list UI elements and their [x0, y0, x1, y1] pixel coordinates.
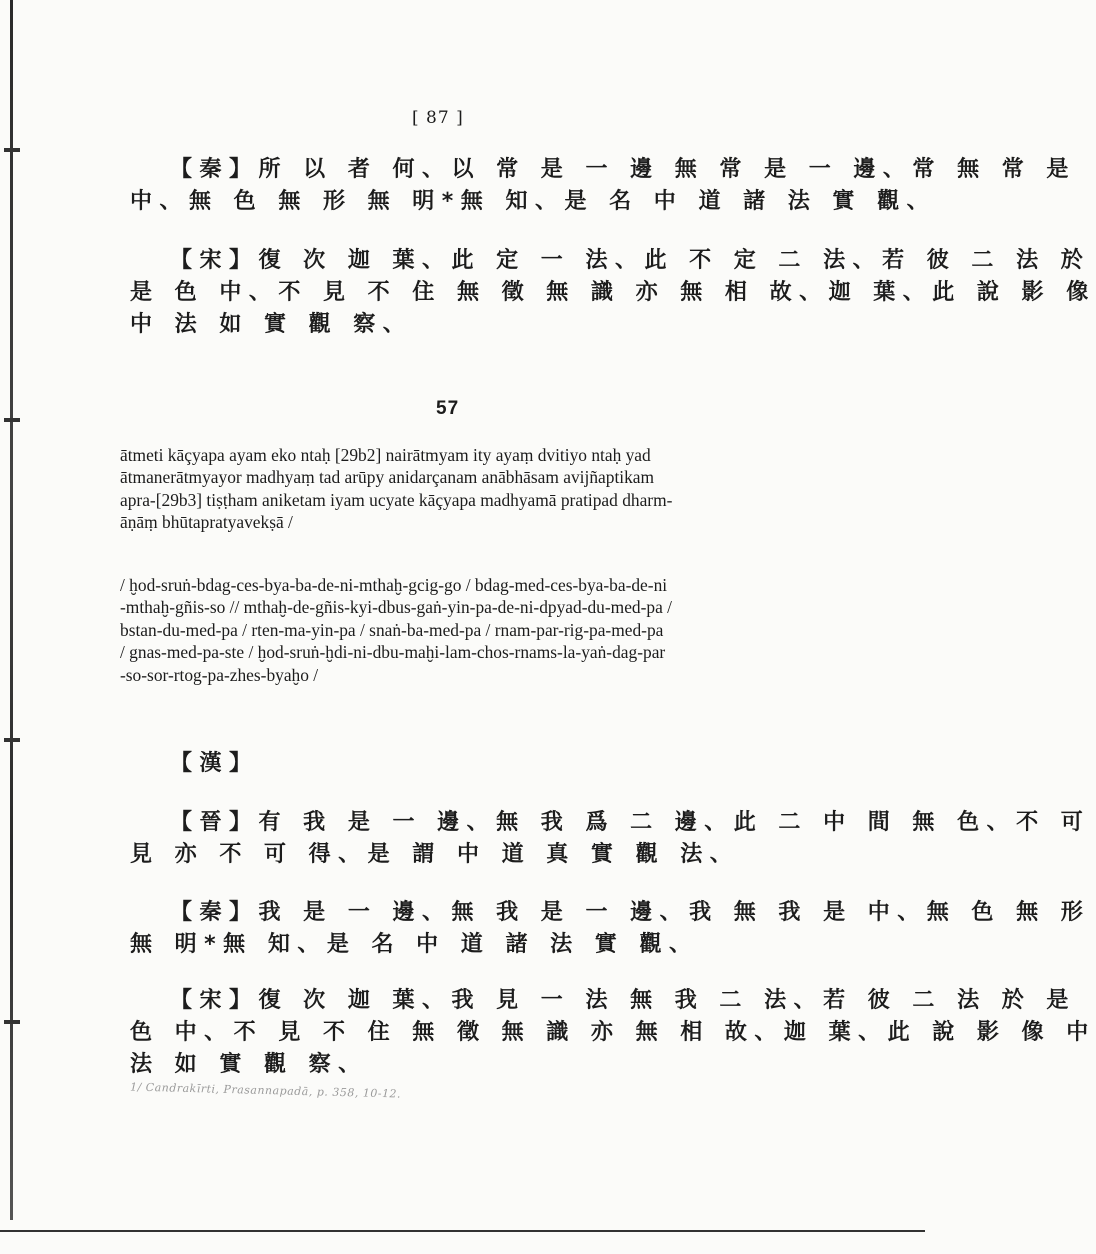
text-line: 中、無 色 無 形 無 明*無 知、是 名 中 道 諸 法 實 觀、: [130, 189, 937, 214]
scan-bottom-edge: [0, 1230, 925, 1232]
text-line: 【宋】復 次 迦 葉、此 定 一 法、此 不 定 二 法、若 彼 二 法 於: [170, 248, 1091, 273]
text-line: 中 法 如 實 觀 察、: [130, 312, 413, 337]
text-line: 法 如 實 觀 察、: [130, 1052, 368, 1077]
book-binding-edge: [10, 0, 13, 1220]
text-line: / gnas-med-pa-ste / ḫod-sruṅ-ḫdi-ni-dbu-maḫi-lam-chos-rnams-la-yaṅ-dag-par: [120, 642, 666, 663]
binding-mark: [4, 738, 20, 742]
han-label: 【漢】: [170, 751, 259, 776]
tibetan-paragraph: [120, 574, 785, 686]
text-line: -mthaḫ-gñis-so // mthaḫ-de-gñis-kyi-dbus-gaṅ-yin-pa-de-ni-dpyad-du-med-pa /: [120, 597, 672, 618]
text-line: 無 明*無 知、是 名 中 道 諸 法 實 觀、: [130, 932, 699, 957]
text-line: 【宋】復 次 迦 葉、我 見 一 法 無 我 二 法、若 彼 二 法 於 是: [170, 988, 1076, 1013]
text-line: 見 亦 不 可 得、是 謂 中 道 真 實 觀 法、: [130, 842, 740, 867]
text-line: 是 色 中、不 見 不 住 無 徵 無 識 亦 無 相 故、迦 葉、此 說 影 像: [130, 280, 1096, 305]
chinese-paragraph-jin: [130, 807, 1090, 871]
text-line: 【秦】我 是 一 邊、無 我 是 一 邊、我 無 我 是 中、無 色 無 形: [170, 900, 1091, 925]
binding-mark: [4, 1020, 20, 1024]
text-line: ātmeti kāçyapa ayam eko ntaḥ [29b2] nairātmyam ity ayaṃ dvitiyo ntaḥ yad: [120, 445, 651, 465]
text-line: 色 中、不 見 不 住 無 徵 無 識 亦 無 相 故、迦 葉、此 說 影 像 中: [130, 1020, 1096, 1045]
chinese-paragraph-song-2: [130, 985, 1096, 1081]
text-line: āṇāṃ bhūtapratyavekṣā /: [120, 512, 293, 533]
text-line: / ḫod-sruṅ-bdag-ces-bya-ba-de-ni-mthaḫ-gcig-go / bdag-med-ces-bya-ba-de-ni: [120, 575, 668, 595]
handwritten-footnote: 1/ Candrakīrti, Prasannapadā, p. 358, 10-12.: [129, 1080, 402, 1101]
text-line: 【晉】有 我 是 一 邊、無 我 爲 二 邊、此 二 中 間 無 色、不 可: [170, 810, 1091, 835]
section-number: 57: [436, 398, 460, 419]
text-line: ātmanerātmyayor madhyaṃ tad arūpy anidarçanam anābhāsam avijñaptikam: [120, 467, 655, 488]
text-line: apra-[29b3] tiṣṭham aniketam iyam ucyate kāçyapa madhyamā pratipad dharm-: [120, 489, 673, 510]
chinese-paragraph-qin: [130, 154, 1076, 218]
chinese-paragraph-song: [130, 245, 1096, 341]
page-number: [ 87 ]: [412, 108, 464, 128]
chinese-paragraph-qin-2: [130, 897, 1090, 961]
text-line: -so-sor-rtog-pa-zhes-byaḫo /: [120, 664, 319, 685]
binding-mark: [4, 418, 20, 422]
binding-mark: [4, 148, 20, 152]
sanskrit-paragraph: [120, 444, 785, 534]
text-line: 【秦】所 以 者 何、以 常 是 一 邊 無 常 是 一 邊、常 無 常 是: [170, 157, 1076, 182]
text-line: bstan-du-med-pa / rten-ma-yin-pa / snaṅ-ba-med-pa / rnam-par-rig-pa-med-pa: [120, 619, 664, 640]
